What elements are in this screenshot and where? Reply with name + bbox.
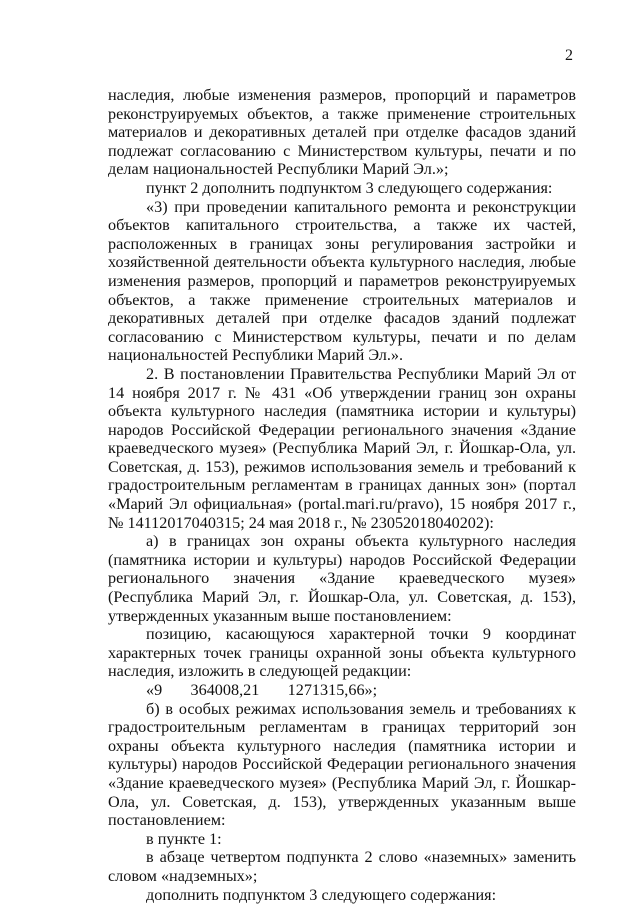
paragraph: пункт 2 дополнить подпунктом 3 следующего содержания:: [146, 178, 553, 197]
page-number: 2: [565, 47, 573, 64]
paragraph: а) в границах зон охраны объекта культурного наследия (памятника истории и культуры) народов Российской Федерации регионального значения «Здание краеведческого музея» (Республика Марий Эл, г. Йошкар-Ола, ул. Советская, д. 153), утвержденных указанным выше постановлением:: [108, 532, 576, 625]
paragraph: б) в особых режимах использования земель и требованиях к градостроительным регламентам в границах территорий зон охраны объекта культурного наследия (памятника истории и культуры) народов Российской Федерации регионального значения «Здание краеведческого музея» (Республика Марий Эл, г. Йошкар-Ола, ул. Советская, д. 153), утвержденных указанным выше постановлением:: [108, 699, 576, 830]
paragraph: дополнить подпунктом 3 следующего содержания:: [146, 885, 497, 904]
paragraph: «3) при проведении капитального ремонта и реконструкции объектов капитального строительства, а также их частей, расположенных в границах зоны регулирования застройки и хозяйственной деятельности объекта культурного наследия, любые изменения размеров, пропорций и параметров реконструируемых объектов, а также применение строительных материалов и декоративных деталей при отделке фасадов зданий подлежат согласованию с Министерством культуры, печати и по делам национальностей Республики Марий Эл.».: [108, 197, 576, 365]
paragraph: 2. В постановлении Правительства Республики Марий Эл от 14 ноября 2017 г. № 431 «Об утверждении границ зон охраны объекта культурного наследия (памятника истории и культуры) народов Российской Федерации регионального значения «Здание краеведческого музея» (Республика Марий Эл, г. Йошкар-Ола, ул. Советская, д. 153), режимов использования земель и требований к градостроительным регламентам в границах данных зон» (портал «Марий Эл официальная» (portal.mari.ru/pravo), 15 ноября 2017 г., № 14112017040315; 24 мая 2018 г., № 23052018040202):: [108, 364, 576, 532]
paragraph: в пункте 1:: [146, 829, 222, 848]
coordinate-line: «9 364008,21 1271315,66»;: [146, 681, 378, 699]
document-body: [108, 86, 576, 904]
paragraph: позицию, касающуюся характерной точки 9 координат характерных точек границы охранной зоны объекта культурного наследия, изложить в следующей редакции:: [108, 625, 576, 681]
paragraph: в абзаце четвертом подпункта 2 слово «наземных» заменить словом «надземных»;: [108, 848, 576, 885]
paragraph: наследия, любые изменения размеров, пропорций и параметров реконструируемых объектов, а также применение строительных материалов и декоративных деталей при отделке фасадов зданий подлежат согласованию с Министерством культуры, печати и по делам национальностей Республики Марий Эл.»;: [108, 86, 576, 179]
